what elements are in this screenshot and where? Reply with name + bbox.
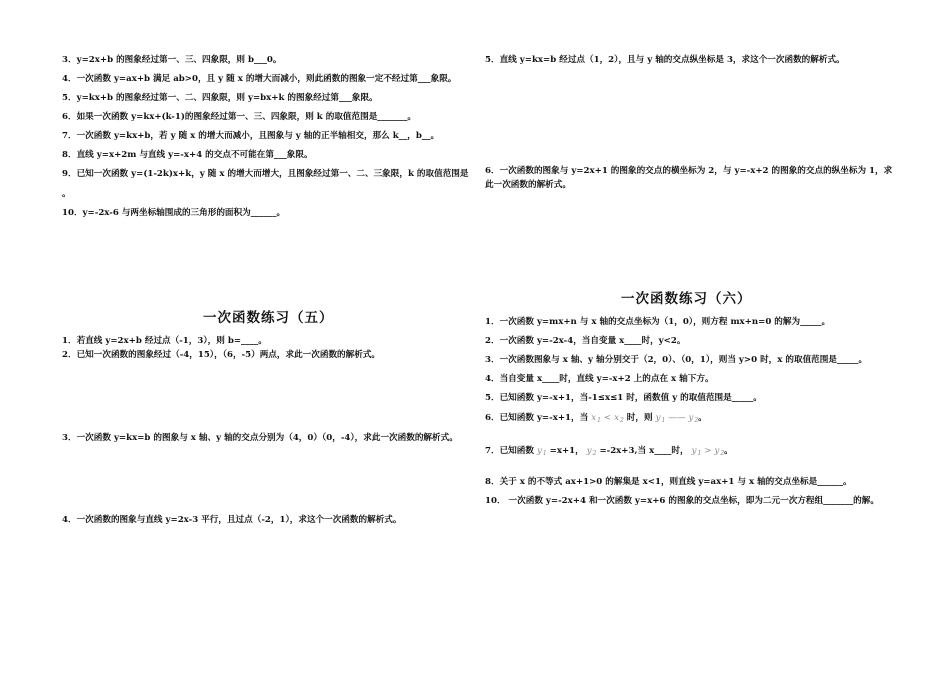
left-q7: 7．一次函数 y=kx+b，若 y 随 x 的增大而减小，且图象与 y 轴的正半轴相交，那么 k__，b__。 bbox=[62, 131, 440, 141]
q7-text-a: 7．已知函数 bbox=[485, 446, 534, 456]
q6-text-b: 时，则 bbox=[626, 413, 653, 423]
sec6-q6 bbox=[485, 413, 707, 426]
sec6-q7 bbox=[485, 446, 733, 459]
sec6-q10: 10． 一次函数 y=-2x+4 和一次函数 y=x+6 的图象的交点坐标，即为二元一次方程组_______的解。 bbox=[485, 496, 879, 506]
section-title-5: 一次函数练习（五） bbox=[203, 310, 334, 326]
q7-text-c: =-2x+3,当 x____时， bbox=[599, 446, 689, 456]
q6-x1-sub: 1 bbox=[597, 417, 601, 424]
right-q5: 5．直线 y=kx=b 经过点（1，2），且与 y 轴的交点纵坐标是 3，求这个一次函数的解析式。 bbox=[485, 55, 845, 65]
q7-text-b: =x+1， bbox=[549, 446, 584, 456]
q7-y1: y bbox=[536, 446, 542, 456]
q6-lt: < bbox=[603, 413, 612, 423]
sec6-q3: 3．一次函数图象与 x 轴、y 轴分别交于（2，0）、（0，1），则当 y>0 时，x 的取值范围是_____。 bbox=[485, 355, 868, 365]
q7-y4-sub: 2 bbox=[720, 450, 725, 457]
q6-x2: x bbox=[614, 413, 619, 423]
q7-y2: y bbox=[586, 446, 592, 456]
sec6-q2: 2．一次函数 y=-2x-4，当自变量 x____时，y<2。 bbox=[485, 336, 686, 346]
q7-y3: y bbox=[691, 446, 697, 456]
sec5-q4: 4．一次函数的图象与直线 y=2x-3 平行，且过点（-2，1），求这个一次函数的解析式。 bbox=[62, 515, 402, 525]
q6-y2: y bbox=[688, 413, 694, 423]
q6-x1: x bbox=[591, 413, 597, 423]
q7-y3-sub: 1 bbox=[697, 450, 702, 457]
left-q10: 10．y=-2x-6 与两坐标轴围成的三角形的面积为______。 bbox=[62, 208, 286, 218]
q6-y2-sub: 2 bbox=[694, 417, 699, 424]
section-title-6: 一次函数练习（六） bbox=[621, 291, 752, 307]
q6-text-a: 6．已知函数 y=-x+1，当 bbox=[485, 413, 589, 423]
sec5-q3: 3．一次函数 y=kx=b 的图象与 x 轴、y 轴的交点分别为（4，0）（0，-4），求此一次函数的解析式。 bbox=[62, 433, 458, 443]
sec6-q5: 5．已知函数 y=-x+1，当-1≤x≤1 时，函数值 y 的取值范围是_____。 bbox=[485, 393, 762, 403]
left-q4: 4．一次函数 y=ax+b 满足 ab>0，且 y 随 x 的增大而减小，则此函数的图象一定不经过第___象限。 bbox=[62, 74, 457, 84]
sec6-q4: 4．当自变量 x____时，直线 y=-x+2 上的点在 x 轴下方。 bbox=[485, 374, 714, 384]
right-q6-cont: 此一次函数的解析式。 bbox=[485, 180, 571, 190]
q6-y1: y bbox=[655, 413, 661, 423]
q7-gt: > bbox=[704, 446, 712, 456]
q7-y1-sub: 1 bbox=[542, 450, 547, 457]
sec6-q1: 1．一次函数 y=mx+n 与 x 轴的交点坐标为（1，0），则方程 mx+n=0 的解为_____。 bbox=[485, 317, 831, 327]
left-q5: 5．y=kx+b 的图象经过第一、二、四象限，则 y=bx+k 的图象经过第___象限。 bbox=[62, 93, 378, 103]
left-q8: 8．直线 y=x+2m 与直线 y=-x+4 的交点不可能在第___象限。 bbox=[62, 150, 313, 160]
sec5-q2: 2．已知一次函数的图象经过（-4，15），（6，-5）两点，求此一次函数的解析式。 bbox=[62, 350, 381, 360]
sec5-q1: 1．若直线 y=2x+b 经过点（-1，3），则 b=____。 bbox=[62, 336, 267, 346]
left-q3: 3．y=2x+b 的图象经过第一、三、四象限，则 b___0。 bbox=[62, 55, 282, 65]
q6-dash: —— bbox=[668, 413, 686, 423]
left-q9-end: 。 bbox=[62, 189, 71, 199]
q6-y1-sub: 1 bbox=[661, 417, 666, 424]
left-q6: 6．如果一次函数 y=kx+(k-1)的图象经过第一、三、四象限，则 k 的取值范围是_______。 bbox=[62, 112, 416, 122]
left-q9: 9．已知一次函数 y=(1-2k)x+k，y 随 x 的增大而增大，且图象经过第一、二、三象限，k 的取值范围是 bbox=[62, 169, 469, 179]
right-q6: 6．一次函数的图象与 y=2x+1 的图象的交点的横坐标为 2，与 y=-x+2 的图象的交点的纵坐标为 1，求 bbox=[485, 166, 893, 176]
q7-y4: y bbox=[714, 446, 720, 456]
q6-end: 。 bbox=[698, 413, 707, 423]
q6-x2-sub: 2 bbox=[619, 417, 624, 424]
q7-y2-sub: 2 bbox=[592, 450, 597, 457]
q7-end: 。 bbox=[724, 446, 733, 456]
sec6-q8: 8．关于 x 的不等式 ax+1>0 的解集是 x<1，则直线 y=ax+1 与 x 轴的交点坐标是______。 bbox=[485, 477, 852, 487]
